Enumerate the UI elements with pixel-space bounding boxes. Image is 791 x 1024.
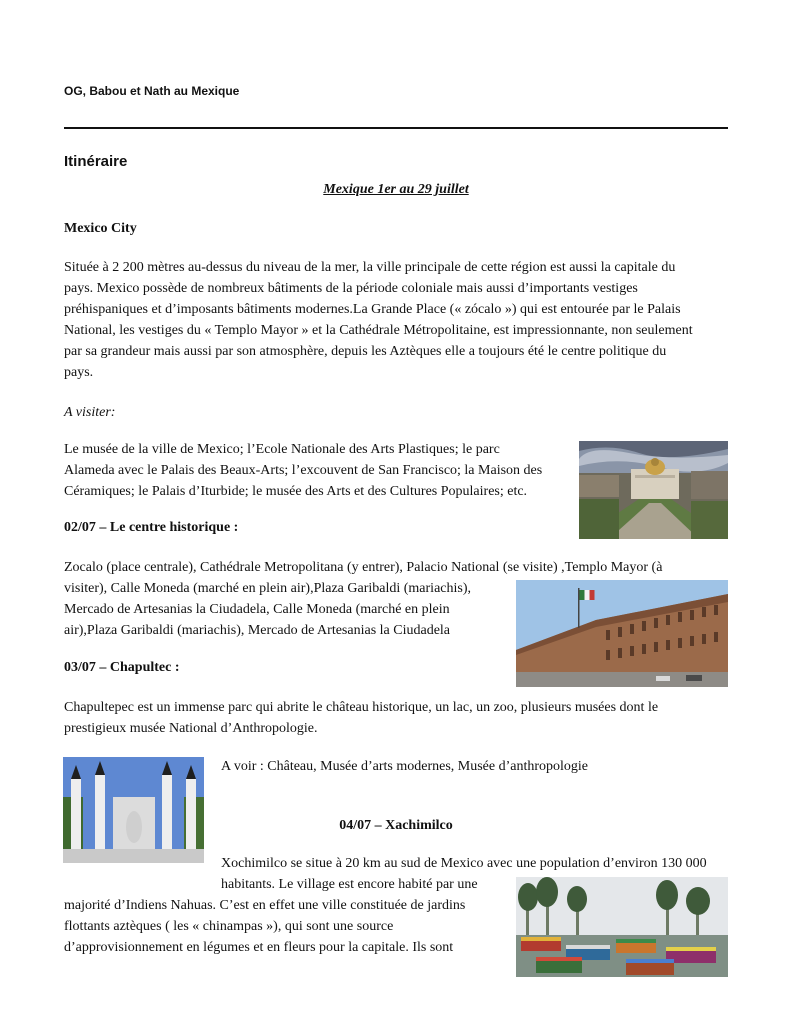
chapultec-to-see: A voir : Château, Musée d’arts modernes, Musée d’anthropologie bbox=[221, 759, 589, 774]
text-line: pays. bbox=[64, 365, 94, 380]
text-line: prestigieux musée National d’Anthropologie. bbox=[64, 721, 318, 736]
document-header: OG, Babou et Nath au Mexique bbox=[64, 84, 240, 98]
header-rule bbox=[64, 127, 728, 129]
text-line: flottants aztèques ( les « chinampas »), qui sont une source bbox=[64, 919, 394, 934]
xochimilco-boats-photo bbox=[516, 877, 728, 977]
text-line: National, les vestiges du « Templo Mayor » et la Cathédrale Métropolitaine, est impressionnante, non seulement bbox=[64, 323, 693, 338]
section-title-mexico-city: Mexico City bbox=[64, 221, 137, 236]
text-line: air),Plaza Garibaldi (mariachis), Mercado de Artesanias la Ciudadela bbox=[64, 623, 451, 638]
text-line: Céramiques; le Palais d’Iturbide; le musée des Arts et des Cultures Populaires; etc. bbox=[64, 484, 528, 499]
text-line: Alameda avec le Palais des Beaux-Arts; l’excouvent de San Francisco; la Maison des bbox=[64, 463, 543, 478]
text-line: Mercado de Artesanias la Ciudadela, Calle Moneda (marché en plein bbox=[64, 602, 450, 617]
text-line: préhispaniques et d’imposants bâtiments modernes.La Grande Place (« zócalo ») qui est entourée par le Palais bbox=[64, 302, 681, 317]
palacio-bellas-artes-photo bbox=[579, 441, 728, 539]
text-line: habitants. Le village est encore habité par une bbox=[221, 877, 478, 892]
xochimilco-description bbox=[64, 895, 514, 958]
mexico-city-description bbox=[64, 257, 734, 383]
section-title-xachimilco: 04/07 – Xachimilco bbox=[339, 818, 453, 833]
trip-subtitle: Mexique 1er au 29 juillet bbox=[323, 182, 469, 197]
section-title-centre-historique: 02/07 – Le centre historique : bbox=[64, 520, 239, 535]
ninos-heroes-monument-photo bbox=[63, 757, 204, 863]
text-line: Zocalo (place centrale), Cathédrale Metropolitana (y entrer), Palacio National (se visite) ,Templo Mayor (à bbox=[64, 560, 663, 575]
text-line: Xochimilco se situe à 20 km au sud de Mexico avec une population d’environ 130 000 bbox=[221, 856, 707, 871]
visit-label: A visiter: bbox=[64, 405, 116, 420]
chapultec-description bbox=[64, 697, 734, 739]
text-line: visiter), Calle Moneda (marché en plein air),Plaza Garibaldi (mariachis), bbox=[64, 581, 471, 596]
visit-list bbox=[64, 439, 574, 502]
text-line: d’approvisionnement en légumes et en fleurs pour la capitale. Ils sont bbox=[64, 940, 454, 955]
text-line: Le musée de la ville de Mexico; l’Ecole Nationale des Arts Plastiques; le parc bbox=[64, 442, 500, 457]
text-line: majorité d’Indiens Nahuas. C’est en effet une ville constituée de jardins bbox=[64, 898, 466, 913]
section-title-chapultec: 03/07 – Chapultec : bbox=[64, 660, 180, 675]
text-line: Chapultepec est un immense parc qui abrite le château historique, un lac, un zoo, plusieurs musées dont le bbox=[64, 700, 659, 715]
itinerary-heading: Itinéraire bbox=[64, 153, 128, 170]
palacio-nacional-photo bbox=[516, 580, 728, 687]
text-line: pays. Mexico possède de nombreux bâtiments de la période coloniale mais aussi d’importants vestiges bbox=[64, 281, 638, 296]
text-line: Située à 2 200 mètres au-dessus du niveau de la mer, la ville principale de cette région est aussi la capitale du bbox=[64, 260, 676, 275]
text-line: par sa grandeur mais aussi par son atmosphère, depuis les Aztèques elle a toujours été le centre politique du bbox=[64, 344, 667, 359]
